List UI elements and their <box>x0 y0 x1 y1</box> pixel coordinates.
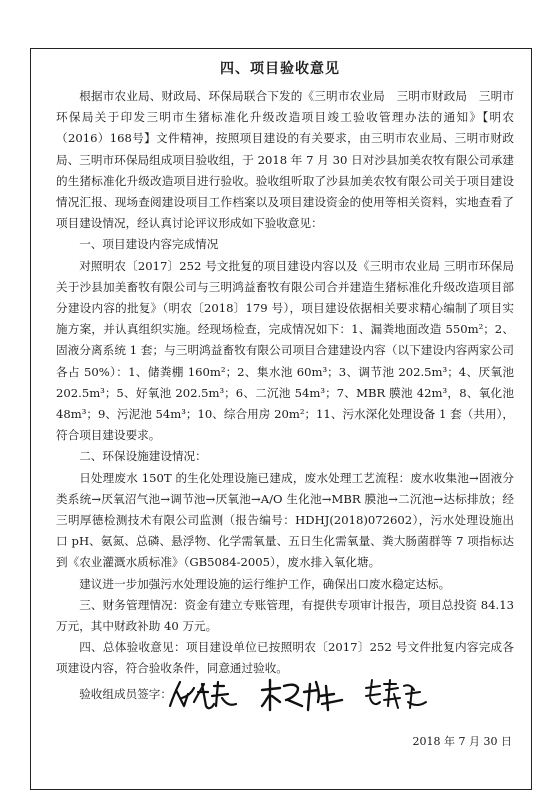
section-heading-environment: 二、环保设施建设情况： <box>79 449 207 464</box>
section-heading-construction: 一、项目建设内容完成情况 <box>79 237 219 252</box>
signature-label: 验收组成员签字： <box>79 687 172 701</box>
handwritten-signature-1 <box>164 676 244 716</box>
handwritten-signature-3 <box>362 676 432 716</box>
handwritten-signature-2 <box>258 676 348 716</box>
document-body <box>56 86 514 680</box>
intro-paragraph: 根据市农业局、财政局、环保局联合下发的《三明市农业局 三明市财政局 三明市环保局关于印发三明市生猪标准化升级改造项目竣工验收管理办法的通知》【明农（2016）168号】文件精神，按照项目建设的有关要求，由三明市农业局、三明市财政局、三明市环保局组成项目验收组，于 2018 年 7 月 30 日对沙县加美农牧有限公司承建的生猪标准化升级改造项目进行验收。验收组听取了沙县加美农牧有限公司关于项目建设情况汇报、现场查阅建设项目工作档案以及项目建设资金的使用等相关资料，实地查看了项目建设情况，经认真讨论评议形成如下验收意见： <box>56 89 514 231</box>
signature-row <box>56 676 516 716</box>
construction-paragraph: 对照明农〔2017〕252 号文批复的项目建设内容以及《三明市农业局 三明市环保局关于沙县加美畜牧有限公司与三明鸿益畜牧有限公司合并建造生猪标准化升级改造项目部分建设内容的批复》（明农〔2018〕179 号），项目建设依据相关要求精心编制了项目实施方案，并认真组织实施。经现场检查，完成情况如下：1、漏粪地面改造 550m²；2、固液分离系统 1 套；与三明鸿益畜牧有限公司项目合建建设内容（以下建设内容两家公司各占 50%）：1、储粪棚 160m²；2、集水池 60m³；3、调节池 202.5m³；4、厌氧池 202.5m³；5、好氧池 202.5m³；6、二沉池 54m³；7、MBR 膜池 42m³，8、氧化池 48m³；9、污泥池 54m³；10、综合用房 20m²；11、污水深化处理设备 1 套（共用），符合项目建设要求。 <box>56 258 514 443</box>
section-title: 四、项目验收意见 <box>220 61 340 77</box>
recommendation-paragraph: 建议进一步加强污水处理设施的运行维护工作，确保出口废水稳定达标。 <box>79 576 451 591</box>
environment-paragraph: 日处理废水 150T 的生化处理设施已建成，废水处理工艺流程：废水收集池→固液分类系统→厌氧沼气池→调节池→厌氧池→A/O 生化池→MBR 膜池→二沉池→达标排放；经三明厚德检测技术有限公司监测（报告编号：HDHJ(2018)072602），污水处理设施出口 pH、氨氮、总磷、悬浮物、化学需氧量、五日生化需氧量、粪大肠菌群等 7 项指标达到《农业灌溉水质标准》（GB5084-2005），废水排入氧化塘。 <box>56 470 514 570</box>
conclusion-paragraph: 四、总体验收意见：项目建设单位已按照明农〔2017〕252 号文件批复内容完成各项建设内容，符合验收条件，同意通过验收。 <box>56 640 514 676</box>
document-date: 2018 年 7 月 30 日 <box>412 735 512 748</box>
finance-paragraph: 三、财务管理情况：资金有建立专账管理，有提供专项审计报告，项目总投资 84.13 万元，其中财政补助 40 万元。 <box>56 597 514 634</box>
